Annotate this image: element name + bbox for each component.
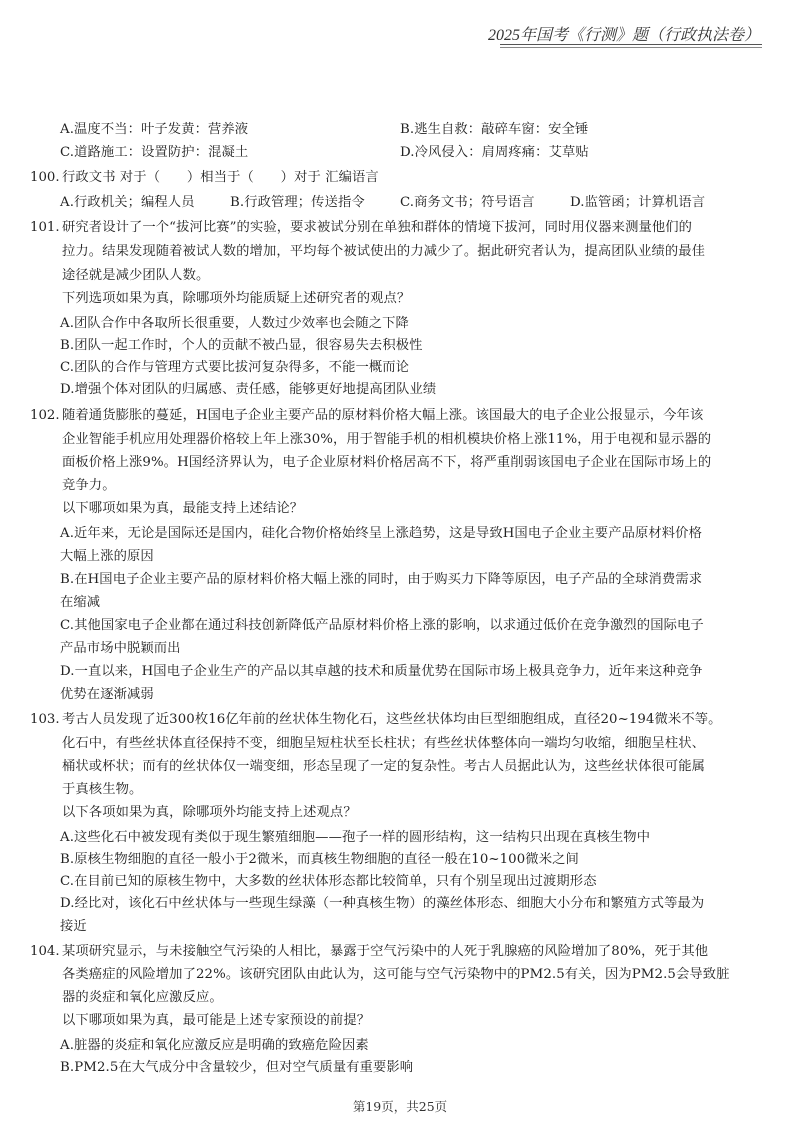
q101-option-d: D.增强个体对团队的归属感、责任感，能够更好地提高团队业绩 <box>60 382 437 397</box>
q101-option-c: C.团队的合作与管理方式要比拔河复杂得多，不能一概而论 <box>60 360 410 375</box>
q102-option-a: A.近年来，无论是国际还是国内，硅化合物价格始终呈上涨趋势，这是导致H国电子企业主要产品原材料价格 <box>60 526 702 541</box>
q104-number: 104. <box>30 944 60 959</box>
q101-stem-line: 研究者设计了一个“拔河比赛”的实验，要求被试分别在单独和群体的情境下拔河，同时用仪器来测量他们的 <box>62 220 693 235</box>
q100-stem: 行政文书 对于（ ）相当于（ ）对于 汇编语言 <box>62 170 379 185</box>
q102-stem-line: 随着通货膨胀的蔓延，H国电子企业主要产品的原材料价格大幅上涨。该国最大的电子企业公报显示，今年该 <box>62 408 704 423</box>
q102-option-d-cont: 优势在逐渐减弱 <box>60 687 154 702</box>
q104-option-a: A.脏器的炎症和氧化应激反应是明确的致癌危险因素 <box>60 1038 369 1053</box>
q102-option-b-cont: 在缩减 <box>60 595 101 610</box>
q102-question: 以下哪项如果为真，最能支持上述结论？ <box>62 501 304 516</box>
q104-question: 以下哪项如果为真，最可能是上述专家预设的前提？ <box>62 1013 371 1028</box>
q99-option-c: C.道路施工：设置防护：混凝土 <box>60 145 249 160</box>
q102-option-a-cont: 大幅上涨的原因 <box>60 549 154 564</box>
q103-option-d: D.经比对，该化石中丝状体与一些现生绿藻（一种真核生物）的藻丝体形态、细胞大小分布和繁殖方式等最为 <box>60 896 705 911</box>
q102-option-c-cont: 产品市场中脱颖而出 <box>60 641 181 656</box>
q103-stem-line: 化石中，有些丝状体直径保持不变，细胞呈短柱状至长柱状；有些丝状体整体向一端均匀收缩，细胞呈柱状、 <box>62 736 706 751</box>
q101-option-a: A.团队合作中各取所长很重要，人数过少效率也会随之下降 <box>60 316 409 331</box>
q104-stem-line: 各类癌症的风险增加了22%。该研究团队由此认为，这可能与空气污染物中的PM2.5有关，因为PM2.5会导致脏 <box>62 967 730 982</box>
page-header-title: 2025年国考《行测》题（行政执法卷） <box>487 27 760 44</box>
q101-number: 101. <box>30 220 60 235</box>
q102-option-b: B.在H国电子企业主要产品的原材料价格大幅上涨的同时，由于购买力下降等原因，电子产品的全球消费需求 <box>60 572 703 587</box>
q100-option-a: A.行政机关；编程人员 <box>60 195 195 210</box>
q100-number: 100. <box>30 170 60 185</box>
q103-stem-line: 考古人员发现了近300枚16亿年前的丝状体生物化石，这些丝状体均由巨型细胞组成，直径20~194微米不等。 <box>62 712 722 727</box>
q100-option-b: B.行政管理；传送指令 <box>230 195 365 210</box>
q102-stem-line: 企业智能手机应用处理器价格较上年上涨30%，用于智能手机的相机模块价格上涨11%，用于电视和显示器的 <box>62 432 712 447</box>
q101-question: 下列选项如果为真，除哪项外均能质疑上述研究者的观点？ <box>62 291 411 306</box>
page-number: 第19页，共25页 <box>352 1099 448 1114</box>
q104-stem-line: 器的炎症和氧化应激反应。 <box>62 990 223 1005</box>
q102-number: 102. <box>30 408 60 423</box>
q103-option-d-cont: 接近 <box>60 919 87 934</box>
q101-stem-line: 途径就是减少团队人数。 <box>62 268 210 283</box>
q103-number: 103. <box>30 712 60 727</box>
q102-stem-line: 竞争力。 <box>62 478 116 493</box>
q101-stem-line: 拉力。结果发现随着被试人数的增加，平均每个被试使出的力减少了。据此研究者认为，提高团队业绩的最佳 <box>62 244 706 259</box>
q103-option-b: B.原核生物细胞的直径一般小于2微米，而真核生物细胞的直径一般在10~100微米之间 <box>60 852 579 867</box>
q103-option-a: A.这些化石中被发现有类似于现生繁殖细胞——孢子一样的圆形结构，这一结构只出现在真核生物中 <box>60 830 651 845</box>
q102-stem-line: 面板价格上涨9%。H国经济界认为，电子企业原材料价格居高不下，将严重削弱该国电子企业在国际市场上的 <box>62 455 712 470</box>
q104-option-b: B.PM2.5在大气成分中含量较少，但对空气质量有重要影响 <box>60 1060 414 1075</box>
q99-option-b: B.逃生自救：敲碎车窗：安全锤 <box>400 122 589 137</box>
q103-option-c: C.在目前已知的原核生物中，大多数的丝状体形态都比较简单，只有个别呈现出过渡期形态 <box>60 874 597 889</box>
q103-stem-line: 于真核生物。 <box>62 782 143 797</box>
q101-option-b: B.团队一起工作时，个人的贡献不被凸显，很容易失去积极性 <box>60 338 423 353</box>
header-divider-secondary <box>500 47 762 48</box>
q103-stem-line: 桶状或杯状；而有的丝状体仅一端变细，形态呈现了一定的复杂性。考古人员据此认为，这些丝状体很可能属 <box>62 759 706 774</box>
q102-option-d: D.一直以来，H国电子企业生产的产品以其卓越的技术和质量优势在国际市场上极具竞争力，近年来这种竞争 <box>60 664 703 679</box>
header-divider <box>500 44 762 45</box>
q104-stem-line: 某项研究显示，与未接触空气污染的人相比，暴露于空气污染中的人死于乳腺癌的风险增加了80%，死于其他 <box>62 944 709 959</box>
q99-option-a: A.温度不当：叶子发黄：营养液 <box>60 122 249 137</box>
q100-option-c: C.商务文书；符号语言 <box>400 195 535 210</box>
q100-option-d: D.监管函；计算机语言 <box>570 195 706 210</box>
q102-option-c: C.其他国家电子企业都在通过科技创新降低产品原材料价格上涨的影响，以求通过低价在竞争激烈的国际电子 <box>60 618 704 633</box>
q99-option-d: D.冷风侵入：肩周疼痛：艾草贴 <box>400 145 589 160</box>
q103-question: 以下各项如果为真，除哪项外均能支持上述观点？ <box>62 805 357 820</box>
